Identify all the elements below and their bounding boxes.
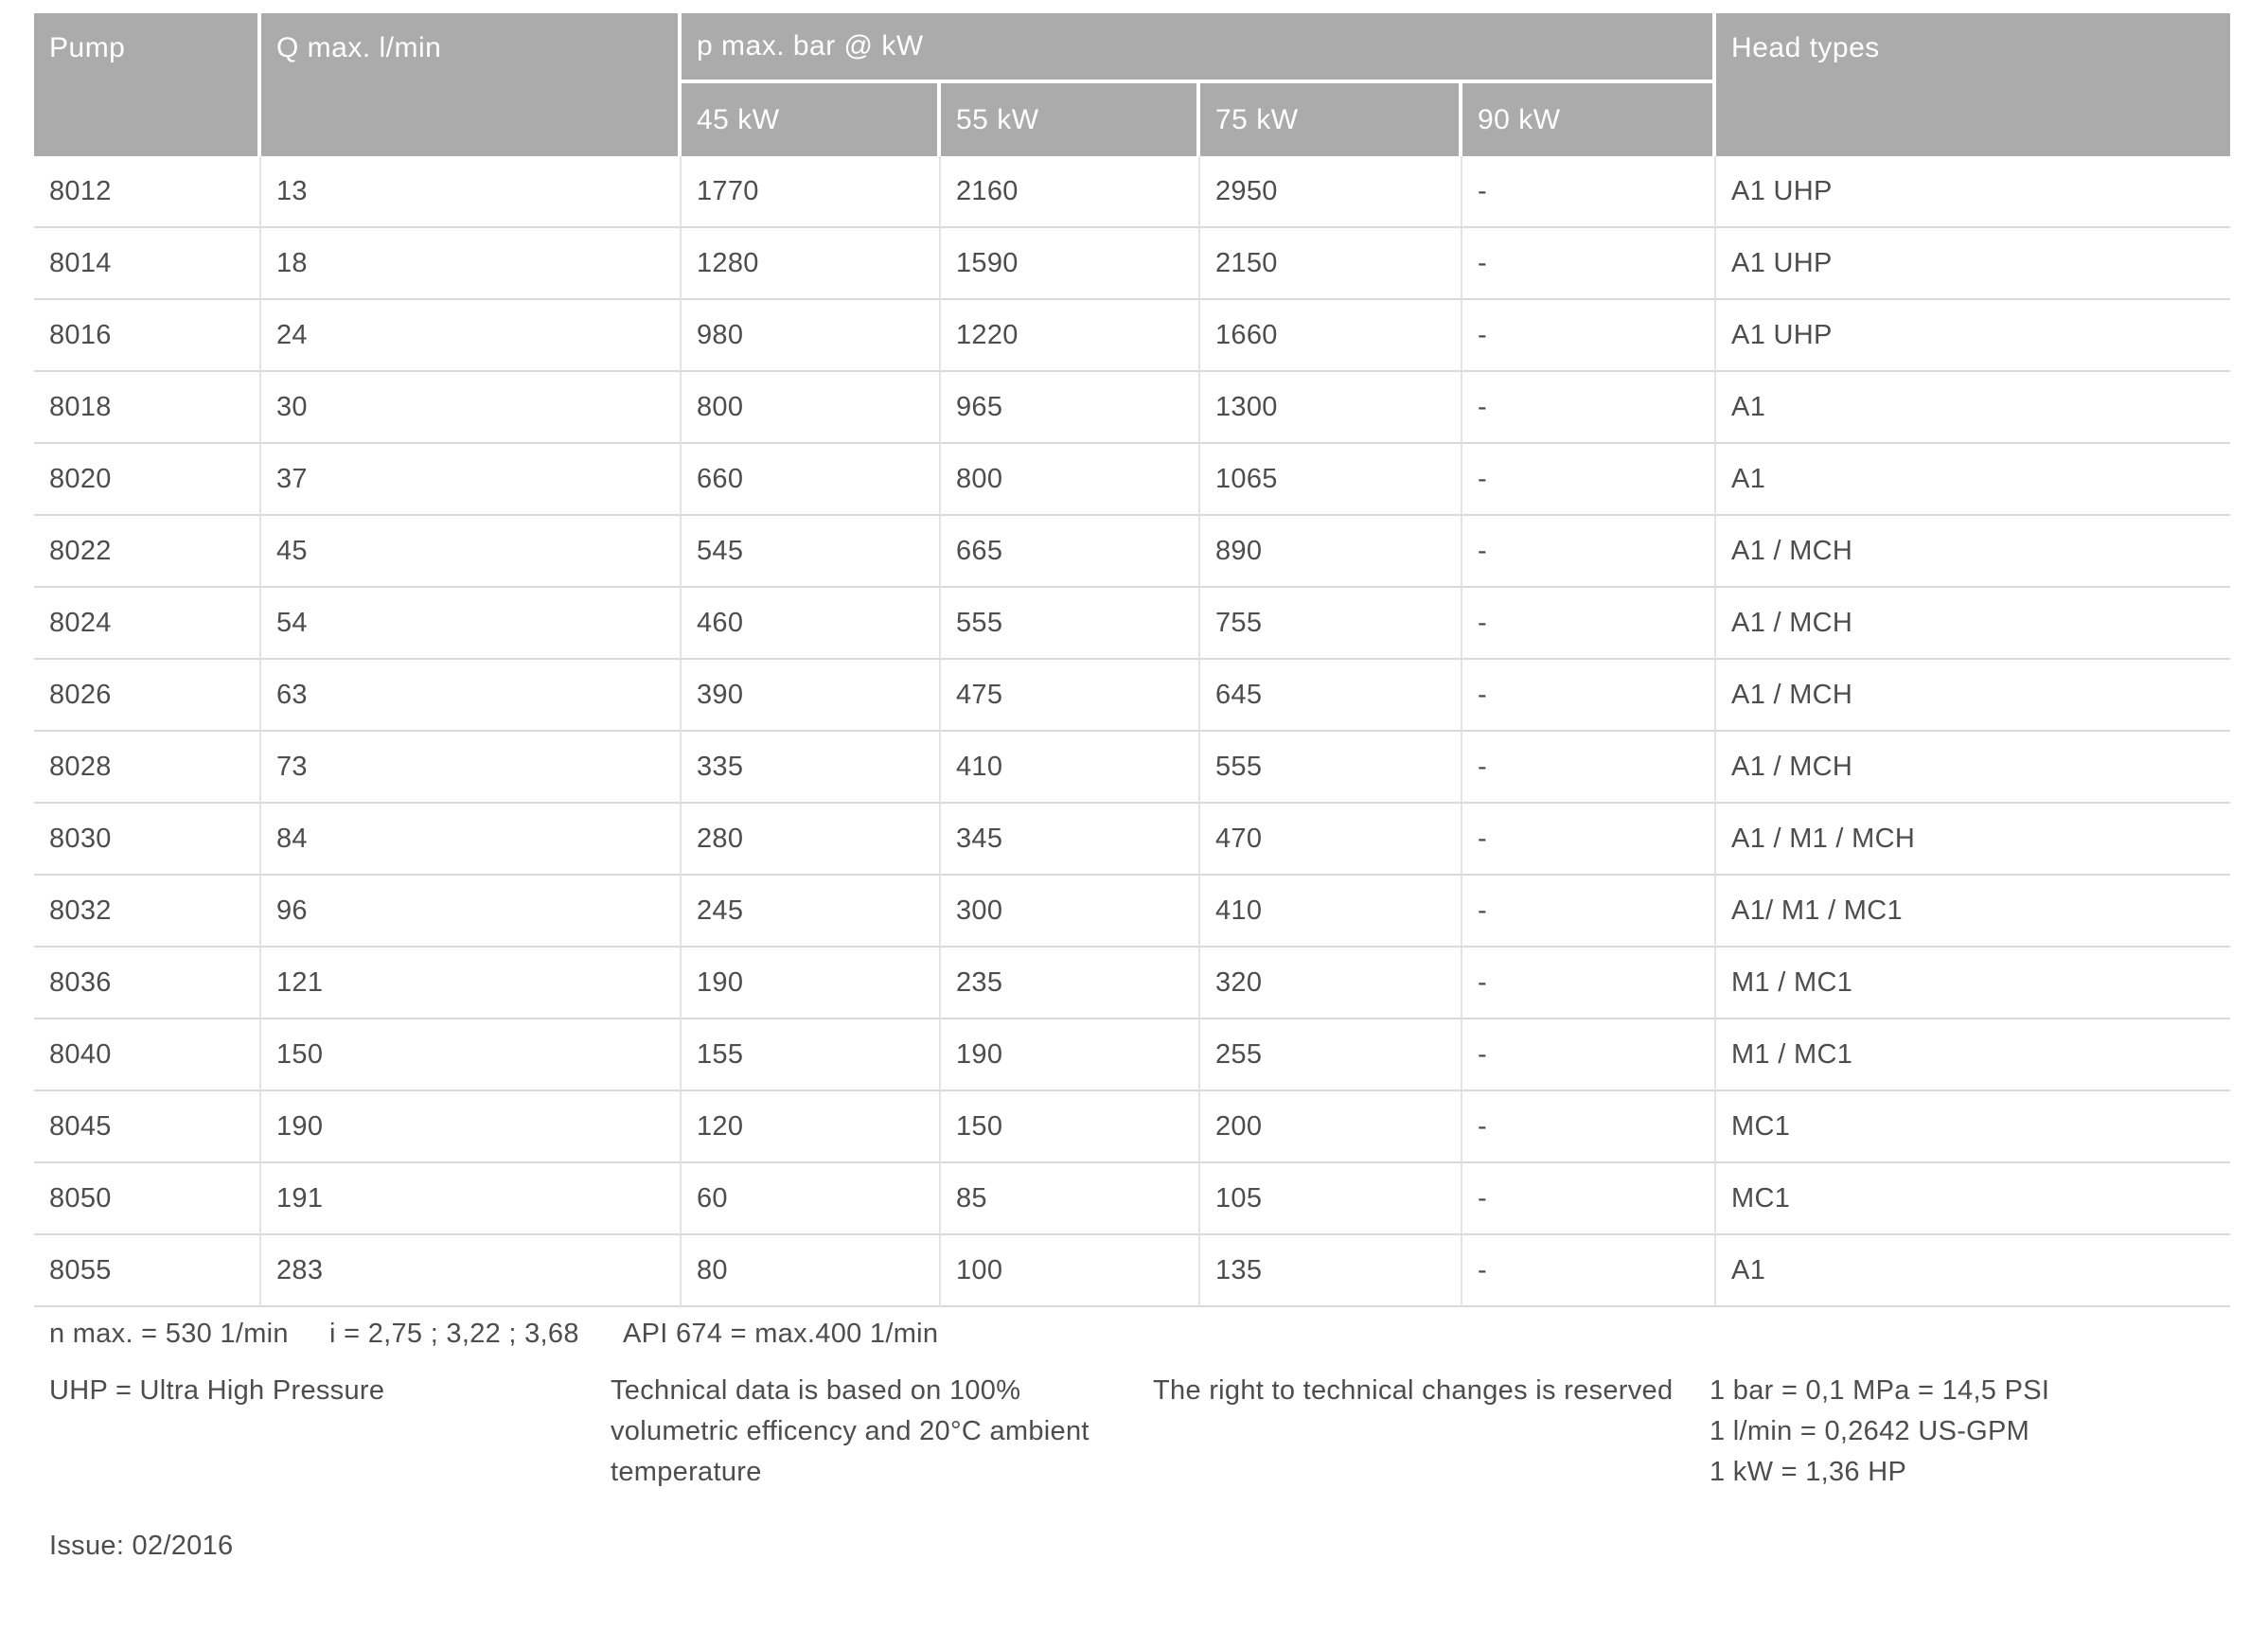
cell-qmax: 96 xyxy=(261,876,682,948)
cell-p45: 280 xyxy=(682,804,941,876)
cell-qmax: 24 xyxy=(261,300,682,372)
table-row xyxy=(34,1091,2230,1163)
cell-p90: - xyxy=(1462,1235,1716,1307)
cell-p90: - xyxy=(1462,1019,1716,1091)
cell-pump: 8024 xyxy=(34,588,261,660)
cell-p90: - xyxy=(1462,516,1716,588)
cell-p90: - xyxy=(1462,588,1716,660)
cell-qmax: 37 xyxy=(261,444,682,516)
cell-p45: 545 xyxy=(682,516,941,588)
cell-p75: 105 xyxy=(1200,1163,1462,1235)
cell-p45: 1280 xyxy=(682,228,941,300)
cell-p75: 555 xyxy=(1200,732,1462,804)
cell-p75: 320 xyxy=(1200,948,1462,1019)
cell-pump: 8050 xyxy=(34,1163,261,1235)
cell-p55: 345 xyxy=(941,804,1200,876)
footnote-api: API 674 = max.400 1/min xyxy=(623,1319,939,1349)
cell-head-types: A1 / MCH xyxy=(1716,660,2230,732)
cell-pump: 8032 xyxy=(34,876,261,948)
cell-head-types: MC1 xyxy=(1716,1163,2230,1235)
legend-uhp: UHP = Ultra High Pressure xyxy=(49,1375,385,1406)
cell-p45: 460 xyxy=(682,588,941,660)
cell-p75: 1660 xyxy=(1200,300,1462,372)
cell-p75: 645 xyxy=(1200,660,1462,732)
footnote-i-ratios: i = 2,75 ; 3,22 ; 3,68 xyxy=(329,1319,579,1349)
cell-head-types: A1 / M1 / MCH xyxy=(1716,804,2230,876)
cell-head-types: A1 / MCH xyxy=(1716,732,2230,804)
cell-pump: 8030 xyxy=(34,804,261,876)
table-row xyxy=(34,804,2230,876)
column-header-45kw: 45 kW xyxy=(682,83,941,156)
cell-head-types: A1 / MCH xyxy=(1716,516,2230,588)
cell-p45: 120 xyxy=(682,1091,941,1163)
cell-qmax: 73 xyxy=(261,732,682,804)
cell-qmax: 63 xyxy=(261,660,682,732)
legend-technical-line-2: volumetric efficency and 20°C ambient xyxy=(611,1416,1090,1446)
cell-pump: 8055 xyxy=(34,1235,261,1307)
column-header-pmax-group: p max. bar @ kW xyxy=(682,13,1716,83)
cell-p55: 555 xyxy=(941,588,1200,660)
table-row xyxy=(34,1235,2230,1307)
footnote-n-max: n max. = 530 1/min xyxy=(49,1319,289,1349)
table-row xyxy=(34,732,2230,804)
table-row xyxy=(34,876,2230,948)
cell-pump: 8026 xyxy=(34,660,261,732)
cell-p55: 300 xyxy=(941,876,1200,948)
cell-p55: 190 xyxy=(941,1019,1200,1091)
cell-p75: 255 xyxy=(1200,1019,1462,1091)
cell-p90: - xyxy=(1462,804,1716,876)
conversion-kw: 1 kW = 1,36 HP xyxy=(1710,1457,1907,1487)
cell-p45: 60 xyxy=(682,1163,941,1235)
cell-p90: - xyxy=(1462,300,1716,372)
cell-p55: 965 xyxy=(941,372,1200,444)
table-row xyxy=(34,588,2230,660)
cell-qmax: 45 xyxy=(261,516,682,588)
cell-p55: 665 xyxy=(941,516,1200,588)
cell-p75: 470 xyxy=(1200,804,1462,876)
cell-pump: 8012 xyxy=(34,156,261,228)
cell-qmax: 13 xyxy=(261,156,682,228)
cell-p90: - xyxy=(1462,228,1716,300)
cell-p55: 800 xyxy=(941,444,1200,516)
legend-technical-line-3: temperature xyxy=(611,1457,762,1487)
cell-p55: 475 xyxy=(941,660,1200,732)
table-body xyxy=(34,156,2230,1307)
cell-p55: 1590 xyxy=(941,228,1200,300)
cell-qmax: 283 xyxy=(261,1235,682,1307)
cell-p75: 200 xyxy=(1200,1091,1462,1163)
cell-qmax: 191 xyxy=(261,1163,682,1235)
table-row xyxy=(34,372,2230,444)
cell-p90: - xyxy=(1462,1091,1716,1163)
cell-p45: 80 xyxy=(682,1235,941,1307)
column-header-90kw: 90 kW xyxy=(1462,83,1716,156)
cell-pump: 8020 xyxy=(34,444,261,516)
cell-p90: - xyxy=(1462,444,1716,516)
cell-p45: 190 xyxy=(682,948,941,1019)
cell-p45: 155 xyxy=(682,1019,941,1091)
cell-p90: - xyxy=(1462,948,1716,1019)
cell-pump: 8028 xyxy=(34,732,261,804)
cell-p90: - xyxy=(1462,732,1716,804)
cell-p45: 335 xyxy=(682,732,941,804)
cell-qmax: 18 xyxy=(261,228,682,300)
conversion-lmin: 1 l/min = 0,2642 US-GPM xyxy=(1710,1416,2030,1446)
header-row-group xyxy=(34,13,2230,83)
cell-p55: 100 xyxy=(941,1235,1200,1307)
table-row xyxy=(34,1163,2230,1235)
cell-pump: 8022 xyxy=(34,516,261,588)
cell-p75: 2150 xyxy=(1200,228,1462,300)
cell-p45: 980 xyxy=(682,300,941,372)
legend-conversions xyxy=(1710,1371,2049,1493)
pump-data-table xyxy=(34,13,2230,1307)
cell-p90: - xyxy=(1462,876,1716,948)
cell-head-types: A1 UHP xyxy=(1716,156,2230,228)
cell-head-types: M1 / MC1 xyxy=(1716,1019,2230,1091)
cell-p90: - xyxy=(1462,372,1716,444)
cell-p75: 755 xyxy=(1200,588,1462,660)
cell-p45: 390 xyxy=(682,660,941,732)
cell-pump: 8014 xyxy=(34,228,261,300)
table-row xyxy=(34,228,2230,300)
table-row xyxy=(34,300,2230,372)
table-row xyxy=(34,1019,2230,1091)
cell-head-types: A1 xyxy=(1716,444,2230,516)
cell-pump: 8045 xyxy=(34,1091,261,1163)
cell-head-types: A1/ M1 / MC1 xyxy=(1716,876,2230,948)
cell-qmax: 84 xyxy=(261,804,682,876)
cell-p45: 245 xyxy=(682,876,941,948)
cell-p75: 410 xyxy=(1200,876,1462,948)
cell-head-types: MC1 xyxy=(1716,1091,2230,1163)
table-row xyxy=(34,660,2230,732)
cell-p90: - xyxy=(1462,1163,1716,1235)
cell-p55: 410 xyxy=(941,732,1200,804)
table-header xyxy=(34,13,2230,156)
legend-technical-line-1: Technical data is based on 100% xyxy=(611,1375,1021,1406)
cell-p90: - xyxy=(1462,660,1716,732)
cell-p55: 1220 xyxy=(941,300,1200,372)
column-header-75kw: 75 kW xyxy=(1200,83,1462,156)
column-header-pump: Pump xyxy=(34,13,261,156)
cell-pump: 8016 xyxy=(34,300,261,372)
cell-qmax: 30 xyxy=(261,372,682,444)
column-header-55kw: 55 kW xyxy=(941,83,1200,156)
cell-p55: 235 xyxy=(941,948,1200,1019)
cell-pump: 8036 xyxy=(34,948,261,1019)
cell-pump: 8040 xyxy=(34,1019,261,1091)
cell-pump: 8018 xyxy=(34,372,261,444)
cell-p45: 800 xyxy=(682,372,941,444)
cell-head-types: A1 xyxy=(1716,372,2230,444)
cell-p75: 890 xyxy=(1200,516,1462,588)
table-row xyxy=(34,516,2230,588)
table-row xyxy=(34,444,2230,516)
cell-head-types: M1 / MC1 xyxy=(1716,948,2230,1019)
cell-p55: 2160 xyxy=(941,156,1200,228)
cell-p55: 85 xyxy=(941,1163,1200,1235)
table-row xyxy=(34,156,2230,228)
cell-head-types: A1 / MCH xyxy=(1716,588,2230,660)
cell-qmax: 121 xyxy=(261,948,682,1019)
legend-rights: The right to technical changes is reserved xyxy=(1153,1375,1674,1406)
cell-p90: - xyxy=(1462,156,1716,228)
legend-technical-note xyxy=(611,1371,1090,1493)
cell-p45: 1770 xyxy=(682,156,941,228)
cell-p45: 660 xyxy=(682,444,941,516)
cell-qmax: 150 xyxy=(261,1019,682,1091)
cell-p75: 135 xyxy=(1200,1235,1462,1307)
cell-p75: 2950 xyxy=(1200,156,1462,228)
cell-p75: 1300 xyxy=(1200,372,1462,444)
issue-label: Issue: 02/2016 xyxy=(49,1531,234,1561)
conversion-bar: 1 bar = 0,1 MPa = 14,5 PSI xyxy=(1710,1375,2050,1406)
cell-head-types: A1 xyxy=(1716,1235,2230,1307)
column-header-head-types: Head types xyxy=(1716,13,2230,156)
cell-p55: 150 xyxy=(941,1091,1200,1163)
column-header-qmax: Q max. l/min xyxy=(261,13,682,156)
cell-qmax: 190 xyxy=(261,1091,682,1163)
cell-head-types: A1 UHP xyxy=(1716,300,2230,372)
table-row xyxy=(34,948,2230,1019)
cell-p75: 1065 xyxy=(1200,444,1462,516)
cell-head-types: A1 UHP xyxy=(1716,228,2230,300)
cell-qmax: 54 xyxy=(261,588,682,660)
